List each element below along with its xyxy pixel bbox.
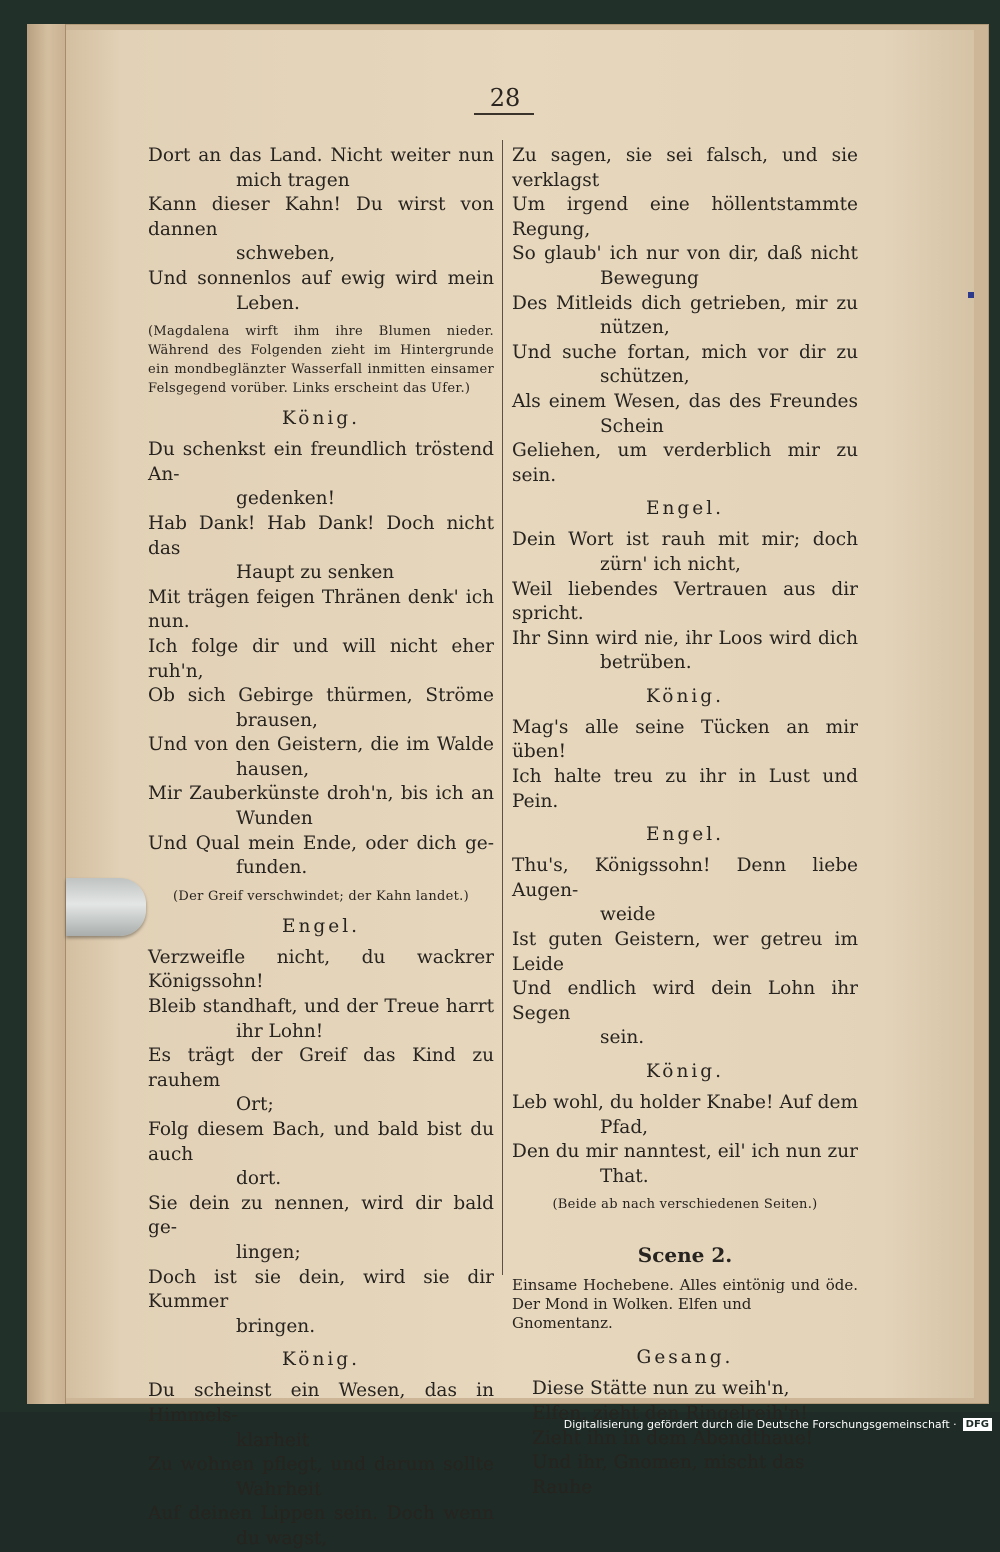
- verse-text: Ich folge dir und will nicht eher ruh'n,: [148, 635, 494, 682]
- verse-text: Mir Zauberkünste droh'n, bis ich an: [148, 783, 494, 805]
- verse-text: Verzweifle nicht, du wackrer Königssohn!: [148, 946, 494, 993]
- page-stack-edge: [27, 24, 66, 1404]
- verse-text: Ob sich Gebirge thürmen, Ströme: [148, 685, 494, 707]
- footer-credit: [564, 1418, 992, 1431]
- speaker-name: Engel.: [645, 498, 724, 520]
- verse-continuation: Leben.: [236, 292, 300, 314]
- left-column: [148, 144, 494, 1552]
- verse-line: [512, 528, 858, 577]
- song-line: Zieht ihn in dem Abendthaue!: [532, 1427, 814, 1449]
- verse-line: [148, 193, 494, 267]
- verse-text: Geliehen, um verderblich mir zu sein.: [512, 440, 858, 486]
- page-clip: [66, 878, 146, 936]
- verse-line: [512, 977, 858, 1051]
- speaker-name: Gesang.: [636, 1347, 734, 1369]
- verse-continuation: hausen,: [236, 758, 310, 780]
- verse-text: Kann dieser Kahn! Du wirst von dannen: [148, 194, 494, 240]
- verse-line: [512, 1091, 858, 1140]
- verse-continuation: weide: [600, 904, 656, 926]
- verse-continuation: brausen,: [236, 709, 318, 731]
- song-line: Und ihr, Gnomen, mischt das Rauhe: [532, 1452, 805, 1498]
- verse-continuation: bringen.: [236, 1315, 316, 1337]
- verse-line: [512, 144, 858, 193]
- speaker-name: Engel.: [281, 915, 360, 937]
- funding-credit: Digitalisierung gefördert durch die Deutsche Forschungsgemeinschaft ·: [563, 1418, 957, 1431]
- verse-text: Als einem Wesen, das des Freundes: [512, 390, 858, 412]
- verse-line: [512, 716, 858, 765]
- verse-text: Und Qual mein Ende, oder dich ge-: [148, 832, 494, 854]
- verse-line: [512, 854, 858, 928]
- verse-line: [148, 1266, 494, 1340]
- stage-direction: (Beide ab nach verschiedenen Seiten.): [552, 1197, 818, 1213]
- verse-text: Es trägt der Greif das Kind zu rauhem: [148, 1045, 494, 1091]
- verse-continuation: lingen;: [236, 1241, 301, 1263]
- verse-text: Dein Wort ist rauh mit mir; doch: [512, 529, 858, 551]
- verse-line: [148, 512, 494, 586]
- right-column: [512, 144, 858, 1500]
- verse-text: Und endlich wird dein Lohn ihr Segen: [512, 978, 858, 1024]
- verse-line: [148, 684, 494, 733]
- verse-line: [148, 733, 494, 782]
- verse-continuation: schützen,: [600, 366, 690, 388]
- verse-text: Des Mitleids dich getrieben, mir zu: [512, 292, 858, 314]
- page-number: 28: [489, 84, 521, 112]
- verse-text: Thu's, Königssohn! Denn liebe Augen-: [512, 855, 858, 901]
- speaker-name: König.: [281, 1349, 361, 1371]
- verse-text: Zu sagen, sie sei falsch, und sie verklagst: [512, 145, 858, 191]
- verse-text: Du schenkst ein freundlich tröstend An-: [148, 439, 494, 485]
- verse-line: [512, 193, 858, 242]
- verse-continuation: du wagst,: [236, 1527, 328, 1549]
- verse-text: Sie dein zu nennen, wird dir bald ge-: [148, 1192, 494, 1239]
- verse-text: Zu wohnen pflegt, und darum sollte: [148, 1454, 494, 1476]
- verse-continuation: mich tragen: [236, 169, 350, 191]
- speaker-name: König.: [281, 408, 361, 430]
- scene-description: [512, 1276, 858, 1333]
- verse-line: [148, 1453, 494, 1502]
- verse-text: Dort an das Land. Nicht weiter nun: [148, 145, 494, 166]
- verse-line: [512, 928, 858, 977]
- verse-text: Mag's alle seine Tücken an mir üben!: [512, 716, 858, 763]
- verse-line: [148, 586, 494, 635]
- verse-line: [148, 635, 494, 684]
- verse-continuation: betrüben.: [600, 652, 692, 674]
- verse-continuation: Wahrheit: [236, 1478, 322, 1500]
- verse-text: Hab Dank! Hab Dank! Doch nicht das: [148, 512, 494, 559]
- verse-text: Und von den Geistern, die im Walde: [148, 734, 494, 756]
- verse-text: Folg diesem Bach, und bald bist du auch: [148, 1119, 494, 1165]
- verse-continuation: dort.: [236, 1168, 282, 1190]
- page-number-rule: [474, 113, 534, 115]
- verse-text: Leb wohl, du holder Knabe! Auf dem: [512, 1092, 858, 1113]
- verse-line: [148, 267, 494, 316]
- speaker-name: Engel.: [645, 824, 724, 846]
- stage-direction: (Magdalena wirft ihm ihre Blumen nieder. Während des Folgenden zieht im Hintergrunde ein mondbeglänzter Wasserfall inmitten einsamer Felsgegend vorüber. Links erscheint das Ufer.): [148, 324, 494, 397]
- verse-continuation: Haupt zu senken: [236, 562, 395, 584]
- verse-continuation: funden.: [236, 857, 308, 879]
- verse-continuation: nützen,: [600, 317, 670, 339]
- verse-continuation: Pfad,: [600, 1116, 649, 1138]
- verse-text: Den du mir nanntest, eil' ich nun zur: [512, 1141, 858, 1163]
- verse-line: [512, 1140, 858, 1189]
- stage-direction: (Der Greif verschwindet; der Kahn landet.): [173, 888, 469, 904]
- verse-continuation: zürn' ich nicht,: [600, 553, 741, 575]
- verse-text: Du scheinst ein Wesen, das in Himmels-: [148, 1380, 494, 1426]
- verse-line: [512, 390, 858, 439]
- verse-line: [148, 1044, 494, 1118]
- speaker-name: König.: [645, 1061, 725, 1082]
- verse-text: Und sonnenlos auf ewig wird mein: [148, 267, 494, 289]
- verse-continuation: Ort;: [236, 1094, 274, 1116]
- verse-line: [148, 438, 494, 512]
- verse-line: [148, 946, 494, 995]
- song-line: Elfen, zieht den Ringelreih'n!: [532, 1402, 808, 1424]
- verse-text: Auf deinen Lippen sein. Doch wenn: [148, 1503, 494, 1525]
- verse-text: Und suche fortan, mich vor dir zu: [512, 341, 858, 363]
- verse-continuation: gedenken!: [236, 488, 336, 510]
- verse-text: Doch ist sie dein, wird sie dir Kummer: [148, 1266, 494, 1313]
- verse-continuation: klarheit: [236, 1429, 310, 1451]
- speaker-name: König.: [645, 685, 725, 707]
- verse-text: Um irgend eine höllentstammte Regung,: [512, 194, 858, 240]
- verse-continuation: That.: [600, 1165, 649, 1187]
- verse-continuation: Schein: [600, 415, 664, 437]
- verse-line: [512, 341, 858, 390]
- scan-marker: [968, 292, 974, 298]
- verse-line: [148, 782, 494, 831]
- verse-continuation: Bewegung: [600, 267, 699, 289]
- verse-text: Bleib standhaft, und der Treue harrt: [148, 996, 494, 1018]
- verse-continuation: sein.: [600, 1027, 645, 1049]
- verse-line: [512, 292, 858, 341]
- column-divider: [502, 140, 503, 1275]
- verse-line: [148, 1379, 494, 1453]
- verse-text: Mit trägen feigen Thränen denk' ich nun.: [148, 586, 494, 633]
- verse-continuation: Wunden: [236, 808, 313, 830]
- verse-line: [148, 1192, 494, 1266]
- dfg-logo: DFG: [963, 1418, 992, 1431]
- verse-line: [512, 242, 858, 291]
- scene-description-continuation: Gnomentanz.: [512, 1314, 613, 1333]
- verse-line: [148, 995, 494, 1044]
- verse-line: [148, 1502, 494, 1551]
- verse-line: [148, 832, 494, 881]
- verse-text: Weil liebendes Vertrauen aus dir spricht.: [512, 578, 858, 625]
- scene-description-text: Einsame Hochebene. Alles eintönig und öde. Der Mond in Wolken. Elfen und: [512, 1276, 858, 1314]
- verse-line: [148, 144, 494, 193]
- verse-line: [512, 578, 858, 627]
- verse-line: [512, 627, 858, 676]
- verse-line: [148, 1118, 494, 1192]
- verse-line: [512, 439, 858, 488]
- verse-text: Ihr Sinn wird nie, ihr Loos wird dich: [512, 627, 858, 649]
- verse-text: So glaub' ich nur von dir, daß nicht: [512, 243, 858, 265]
- verse-text: Ich halte treu zu ihr in Lust und Pein.: [512, 766, 858, 812]
- song-line: Diese Stätte nun zu weih'n,: [532, 1378, 790, 1400]
- verse-line: [512, 765, 858, 814]
- verse-continuation: ihr Lohn!: [236, 1020, 324, 1042]
- scene-heading: Scene 2.: [637, 1243, 733, 1268]
- verse-text: Ist guten Geistern, wer getreu im Leide: [512, 929, 858, 975]
- verse-continuation: schweben,: [236, 243, 336, 265]
